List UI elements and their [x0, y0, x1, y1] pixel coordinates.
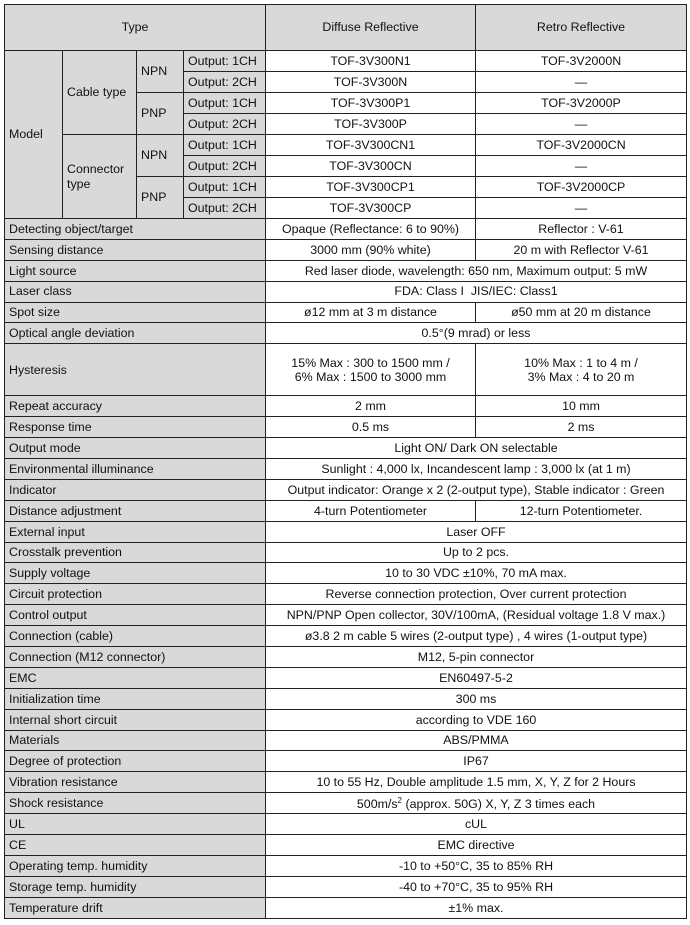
spec-label: Laser class: [5, 281, 266, 302]
spec-value: Sunlight : 4,000 lx, Incandescent lamp : 3,000 lx (at 1 m): [266, 459, 687, 480]
spec-value: M12, 5-pin connector: [266, 647, 687, 668]
spec-row-light: [5, 260, 687, 281]
spec-value: according to VDE 160: [266, 709, 687, 730]
spec-value-retro: 12-turn Potentiometer.: [476, 500, 687, 521]
spec-row-detecting: [5, 219, 687, 240]
model-value: TOF-3V2000CP: [476, 177, 687, 198]
spec-row-conn-m12: [5, 647, 687, 668]
output-label: Output: 2CH: [184, 72, 266, 93]
model-value: —: [476, 198, 687, 219]
spec-label: Response time: [5, 417, 266, 438]
spec-label: Sensing distance: [5, 239, 266, 260]
spec-value-diffuse: [266, 344, 476, 396]
spec-row-st-temp: [5, 876, 687, 897]
spec-row-supply: [5, 563, 687, 584]
shock-value-pre: 500m/s: [356, 796, 398, 811]
model-row: [5, 51, 687, 72]
spec-value: Light ON/ Dark ON selectable: [266, 438, 687, 459]
spec-label: Connection (cable): [5, 626, 266, 647]
spec-row-optical: [5, 323, 687, 344]
spec-row-hysteresis: [5, 344, 687, 396]
spec-row-laser: [5, 281, 687, 302]
spec-value: ABS/PMMA: [266, 730, 687, 751]
spec-row-env: [5, 459, 687, 480]
output-label: Output: 2CH: [184, 198, 266, 219]
model-value: TOF-3V300CP: [266, 198, 476, 219]
spec-value-diffuse: Opaque (Reflectance: 6 to 90%): [266, 219, 476, 240]
spec-row-repeat: [5, 396, 687, 417]
model-value: —: [476, 114, 687, 135]
model-value: TOF-3V300P: [266, 114, 476, 135]
spec-row-circuit: [5, 584, 687, 605]
header-diffuse: Diffuse Reflective: [266, 5, 476, 51]
spec-row-sensing: [5, 239, 687, 260]
output-label: Output: 2CH: [184, 114, 266, 135]
model-value: TOF-3V300N: [266, 72, 476, 93]
spec-value-diffuse: ø12 mm at 3 m distance: [266, 302, 476, 323]
spec-label: Output mode: [5, 438, 266, 459]
spec-value: ø3.8 2 m cable 5 wires (2-output type) , 4 wires (1-output type): [266, 626, 687, 647]
header-retro: Retro Reflective: [476, 5, 687, 51]
header-row: [5, 5, 687, 51]
spec-label: CE: [5, 835, 266, 856]
hysteresis-diffuse-line: 15% Max : 300 to 1500 mm /: [291, 355, 450, 370]
output-label: Output: 1CH: [184, 177, 266, 198]
model-value: TOF-3V300N1: [266, 51, 476, 72]
model-value: —: [476, 156, 687, 177]
spec-row-short: [5, 709, 687, 730]
spec-label: Circuit protection: [5, 584, 266, 605]
spec-label: Vibration resistance: [5, 772, 266, 793]
spec-label: Hysteresis: [5, 344, 266, 396]
spec-row-ul: [5, 814, 687, 835]
model-value: TOF-3V300CN1: [266, 135, 476, 156]
spec-label: EMC: [5, 667, 266, 688]
spec-value: Up to 2 pcs.: [266, 542, 687, 563]
spec-value: IP67: [266, 751, 687, 772]
spec-label: Internal short circuit: [5, 709, 266, 730]
model-row: [5, 135, 687, 156]
spec-label: Operating temp. humidity: [5, 855, 266, 876]
spec-value: 300 ms: [266, 688, 687, 709]
spec-value: [266, 793, 687, 814]
output-label: Output: 1CH: [184, 135, 266, 156]
spec-row-init: [5, 688, 687, 709]
model-value: —: [476, 72, 687, 93]
spec-label: Repeat accuracy: [5, 396, 266, 417]
spec-row-response: [5, 417, 687, 438]
spec-value-diffuse: 3000 mm (90% white): [266, 239, 476, 260]
connector-npn-label: NPN: [137, 135, 184, 177]
spec-value-retro: [476, 344, 687, 396]
spec-value-diffuse: 0.5 ms: [266, 417, 476, 438]
spec-value: Red laser diode, wavelength: 650 nm, Maximum output: 5 mW: [266, 260, 687, 281]
spec-row-drift: [5, 897, 687, 918]
connector-type-label: Connector type: [63, 135, 137, 219]
spec-value-retro: 20 m with Reflector V-61: [476, 239, 687, 260]
spec-row-spot: [5, 302, 687, 323]
spec-label: Initialization time: [5, 688, 266, 709]
spec-label: Shock resistance: [5, 793, 266, 814]
spec-value-retro: ø50 mm at 20 m distance: [476, 302, 687, 323]
spec-value-retro: Reflector : V-61: [476, 219, 687, 240]
spec-value: -40 to +70°C, 35 to 95% RH: [266, 876, 687, 897]
spec-label: Supply voltage: [5, 563, 266, 584]
spec-value-diffuse: 2 mm: [266, 396, 476, 417]
spec-value: Output indicator: Orange x 2 (2-output type), Stable indicator : Green: [266, 479, 687, 500]
spec-table: [4, 4, 687, 919]
model-value: TOF-3V2000P: [476, 93, 687, 114]
spec-label: Materials: [5, 730, 266, 751]
spec-row-materials: [5, 730, 687, 751]
shock-value-sup: 2: [397, 795, 402, 805]
spec-row-output-mode: [5, 438, 687, 459]
spec-row-protection: [5, 751, 687, 772]
spec-value: 10 to 30 VDC ±10%, 70 mA max.: [266, 563, 687, 584]
spec-row-distance-adj: [5, 500, 687, 521]
spec-value: FDA: Class I JIS/IEC: Class1: [266, 281, 687, 302]
spec-value: ±1% max.: [266, 897, 687, 918]
model-value: TOF-3V300P1: [266, 93, 476, 114]
cable-npn-label: NPN: [137, 51, 184, 93]
spec-row-op-temp: [5, 855, 687, 876]
spec-row-conn-cable: [5, 626, 687, 647]
spec-label: UL: [5, 814, 266, 835]
spec-label: Spot size: [5, 302, 266, 323]
spec-label: Optical angle deviation: [5, 323, 266, 344]
spec-value: 10 to 55 Hz, Double amplitude 1.5 mm, X, Y, Z for 2 Hours: [266, 772, 687, 793]
spec-value: Reverse connection protection, Over current protection: [266, 584, 687, 605]
model-label: Model: [5, 51, 63, 219]
cable-pnp-label: PNP: [137, 93, 184, 135]
spec-label: Detecting object/target: [5, 219, 266, 240]
spec-value: Laser OFF: [266, 521, 687, 542]
spec-label: Storage temp. humidity: [5, 876, 266, 897]
model-value: TOF-3V300CP1: [266, 177, 476, 198]
spec-value: EN60497-5-2: [266, 667, 687, 688]
cable-type-label: Cable type: [63, 51, 137, 135]
spec-row-indicator: [5, 479, 687, 500]
spec-row-emc: [5, 667, 687, 688]
shock-value-post: (approx. 50G) X, Y, Z 3 times each: [402, 796, 596, 811]
spec-value-diffuse: 4-turn Potentiometer: [266, 500, 476, 521]
output-label: Output: 2CH: [184, 156, 266, 177]
spec-row-shock: [5, 793, 687, 814]
spec-row-ce: [5, 835, 687, 856]
spec-row-control: [5, 605, 687, 626]
spec-row-crosstalk: [5, 542, 687, 563]
hysteresis-retro-line: 3% Max : 4 to 20 m: [527, 369, 635, 384]
spec-value-retro: 2 ms: [476, 417, 687, 438]
spec-value-retro: 10 mm: [476, 396, 687, 417]
spec-value: -10 to +50°C, 35 to 85% RH: [266, 855, 687, 876]
spec-label: Distance adjustment: [5, 500, 266, 521]
spec-label: Connection (M12 connector): [5, 647, 266, 668]
header-type: Type: [5, 5, 266, 51]
spec-label: Crosstalk prevention: [5, 542, 266, 563]
output-label: Output: 1CH: [184, 93, 266, 114]
spec-row-ext-input: [5, 521, 687, 542]
spec-label: Control output: [5, 605, 266, 626]
spec-row-vibration: [5, 772, 687, 793]
spec-label: External input: [5, 521, 266, 542]
model-value: TOF-3V2000CN: [476, 135, 687, 156]
spec-label: Temperature drift: [5, 897, 266, 918]
spec-label: Degree of protection: [5, 751, 266, 772]
spec-label: Indicator: [5, 479, 266, 500]
spec-value: 0.5°(9 mrad) or less: [266, 323, 687, 344]
model-value: TOF-3V2000N: [476, 51, 687, 72]
connector-pnp-label: PNP: [137, 177, 184, 219]
output-label: Output: 1CH: [184, 51, 266, 72]
model-value: TOF-3V300CN: [266, 156, 476, 177]
spec-label: Light source: [5, 260, 266, 281]
spec-value: NPN/PNP Open collector, 30V/100mA, (Residual voltage 1.8 V max.): [266, 605, 687, 626]
spec-label: Environmental illuminance: [5, 459, 266, 480]
hysteresis-diffuse-line: 6% Max : 1500 to 3000 mm: [294, 369, 447, 384]
spec-value: EMC directive: [266, 835, 687, 856]
hysteresis-retro-line: 10% Max : 1 to 4 m /: [524, 355, 638, 370]
spec-value: cUL: [266, 814, 687, 835]
